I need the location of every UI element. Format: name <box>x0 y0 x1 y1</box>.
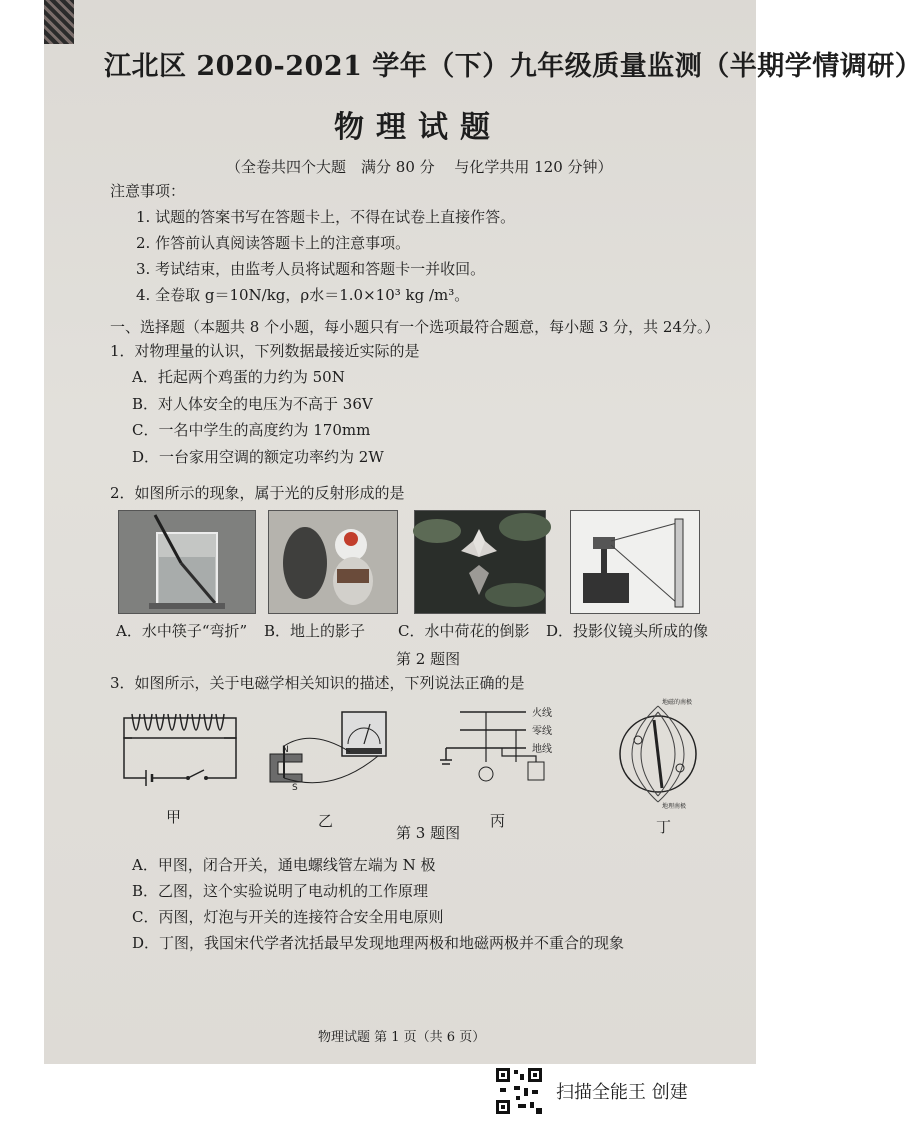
galvanometer-magnet-diagram <box>262 708 394 794</box>
q2-caption-d: D．投影仪镜头所成的像 <box>546 622 709 640</box>
exam-info: （全卷共四个大题 满分 80 分 与化学共用 120 分钟） <box>226 158 613 176</box>
q2-caption-a: A．水中筷子“弯折” <box>116 622 248 640</box>
section-heading: 一、选择题（本题共 8 个小题，每小题只有一个选项最符合题意，每小题 3 分，共 24分。） <box>110 318 720 336</box>
figure-label-jia: 甲 <box>166 808 182 826</box>
page-footer: 物理试题 第 1 页（共 6 页） <box>318 1030 486 1045</box>
figure-label-ding: 丁 <box>656 818 672 836</box>
figure-label-bing: 丙 <box>490 812 506 830</box>
question-3-option-d: D．丁图，我国宋代学者沈括最早发现地理两极和地磁两极并不重合的现象 <box>132 934 625 952</box>
question-3-option-c: C．丙图，灯泡与开关的连接符合安全用电原则 <box>132 908 444 926</box>
notice-item: 4. 全卷取 g＝10N/kg，ρ水＝1.0×10³ kg /m³。 <box>136 286 470 304</box>
question-3-stem: 3．如图所示，关于电磁学相关知识的描述，下列说法正确的是 <box>110 674 525 692</box>
notice-item: 2. 作答前认真阅读答题卡上的注意事项。 <box>136 234 411 252</box>
exam-title: 江北区 2020-2021 学年（下）九年级质量监测（半期学情调研） <box>104 51 922 82</box>
q2-caption-b: B．地上的影子 <box>264 622 366 640</box>
magnet-pole-s: S <box>292 783 298 793</box>
photo-shadow-on-ground <box>268 510 398 614</box>
globe-label-geographic-south: 地理南极 <box>662 803 687 810</box>
question-3-option-a: A．甲图，闭合开关，通电螺线管左端为 N 极 <box>132 856 436 874</box>
magnet-pole-n: N <box>282 745 289 755</box>
notice-title: 注意事项： <box>110 182 186 200</box>
notice-item: 3. 考试结束，由监考人员将试题和答题卡一并收回。 <box>136 260 486 278</box>
question-1-option-a: A．托起两个鸡蛋的力约为 50N <box>132 368 345 386</box>
notice-item: 1. 试题的答案书写在答题卡上，不得在试卷上直接作答。 <box>136 208 516 226</box>
household-wiring-diagram <box>436 702 560 798</box>
photo-chopstick-in-water <box>118 510 256 614</box>
q2-figure-caption: 第 2 题图 <box>396 650 461 668</box>
wire-label-ground: 地线 <box>532 744 552 755</box>
q3-figure-caption: 第 3 题图 <box>396 824 461 842</box>
question-1-option-c: C．一名中学生的高度约为 170mm <box>132 421 371 439</box>
photo-projector-image <box>570 510 700 614</box>
corner-decoration <box>44 0 74 44</box>
wire-label-neutral: 零线 <box>532 726 552 737</box>
wire-label-live: 火线 <box>532 708 552 719</box>
question-2-stem: 2．如图所示的现象，属于光的反射形成的是 <box>110 484 405 502</box>
earth-magnetic-field-diagram <box>598 692 718 810</box>
figure-label-yi: 乙 <box>318 812 334 830</box>
globe-label-magnetic-south: 地磁的南极 <box>662 699 693 706</box>
scanner-brand-label: 扫描全能王 创建 <box>556 1082 688 1103</box>
subject-title: 物理试题 <box>334 110 502 145</box>
question-1-option-b: B．对人体安全的电压为不高于 36V <box>132 395 373 413</box>
solenoid-circuit-diagram <box>118 706 242 792</box>
photo-lotus-reflection <box>414 510 546 614</box>
q2-caption-c: C．水中荷花的倒影 <box>398 622 530 640</box>
question-1-option-d: D．一台家用空调的额定功率约为 2W <box>132 448 384 466</box>
question-1-stem: 1．对物理量的认识，下列数据最接近实际的是 <box>110 342 420 360</box>
qr-code-icon <box>494 1066 544 1116</box>
question-3-option-b: B．乙图，这个实验说明了电动机的工作原理 <box>132 882 429 900</box>
